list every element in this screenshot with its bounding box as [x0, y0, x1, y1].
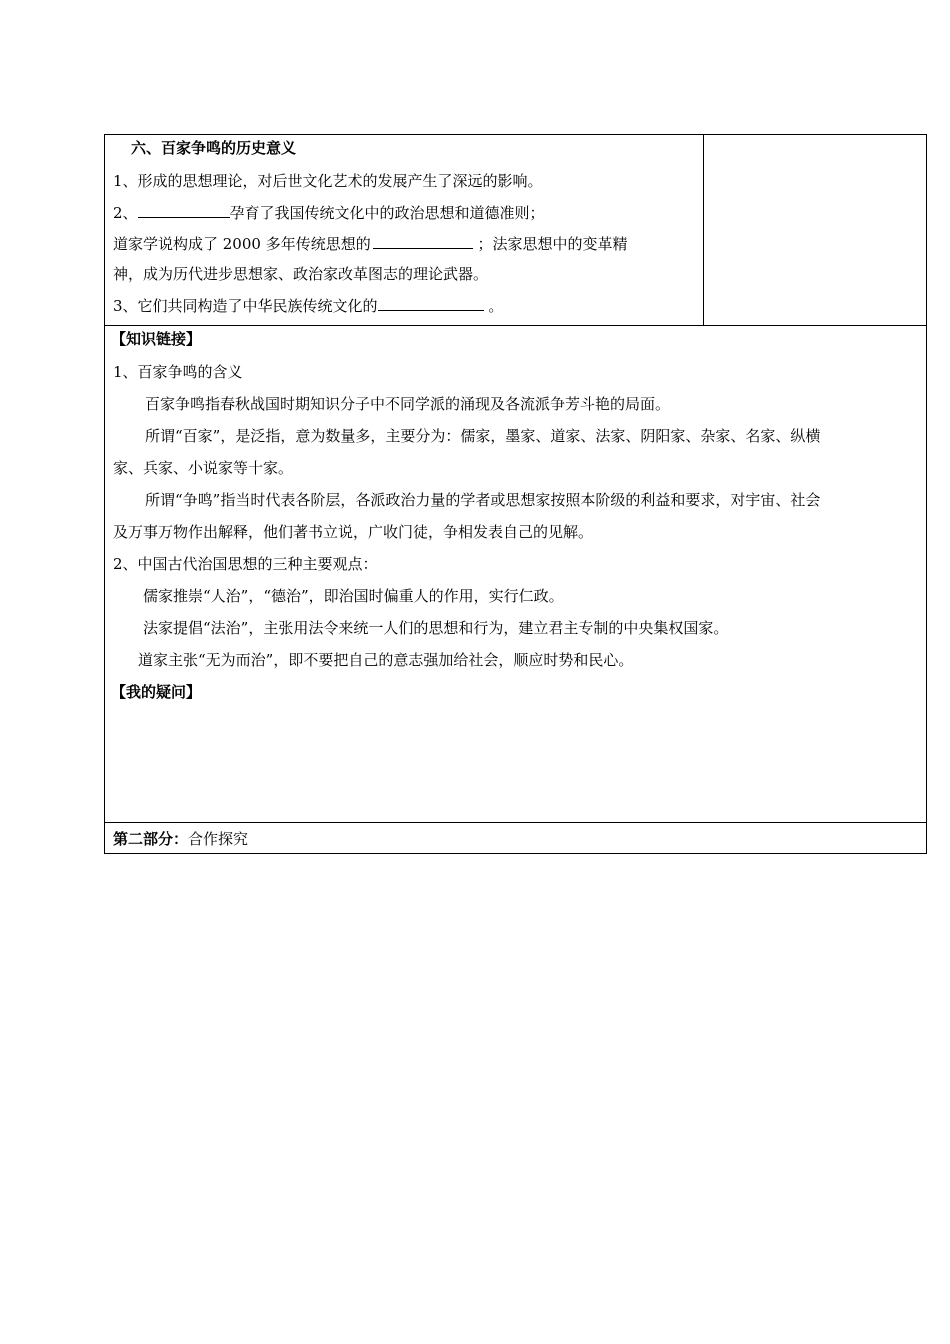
meaning-title: 1、百家争鸣的含义 [113, 363, 243, 381]
significance-item-2c [105, 258, 703, 289]
my-questions-heading: 【我的疑问】 [111, 683, 202, 701]
contend-line-1: 所谓“争鸣”指当时代表各阶层，各派政治力量的学者或思想家按照本阶级的利益和要求，对宇宙、社会 [145, 491, 821, 509]
item2c-text: 神，成为历代进步思想家、政治家改革图志的理论武器。 [113, 265, 489, 283]
item2b-suffix: ；法家思想中的变革精 [477, 235, 628, 253]
item3-prefix: 3、它们共同构造了中华民族传统文化的 [113, 297, 378, 315]
notes-cell[interactable] [703, 135, 926, 326]
hundred-schools-line-2: 家、兵家、小说家等十家。 [113, 459, 294, 477]
taoist-view: 道家主张“无为而治”，即不要把自己的意志强加给社会，顺应时势和民心。 [138, 651, 634, 669]
governance-title: 2、中国古代治国思想的三种主要观点： [113, 555, 378, 573]
item3-suffix: 。 [488, 297, 504, 315]
fill-blank-3[interactable] [378, 295, 484, 311]
meaning-text: 百家争鸣指春秋战国时期知识分子中不同学派的涌现及各流派争芳斗艳的局面。 [145, 395, 671, 413]
significance-item-2b [105, 227, 703, 258]
my-questions-area[interactable] [105, 708, 926, 818]
fill-blank-2[interactable] [373, 233, 473, 249]
knowledge-link-cell [105, 326, 927, 823]
contend-line-2: 及万事万物作出解释，他们著书立说，广收门徒，争相发表自己的见解。 [113, 523, 594, 541]
section-heading: 六、百家争鸣的历史意义 [131, 139, 297, 157]
item2-prefix: 2、 [113, 204, 138, 222]
item2b-prefix: 道家学说构成了 2000 多年传统思想的 [113, 235, 371, 253]
confucian-view: 儒家推崇“人治”，“德治”，即治国时偏重人的作用，实行仁政。 [143, 587, 564, 605]
knowledge-link-heading: 【知识链接】 [111, 330, 202, 348]
part-two-title: 合作探究 [188, 830, 249, 848]
part-two-cell [105, 823, 927, 854]
item1-text: 1、形成的思想理论，对后世文化艺术的发展产生了深远的影响。 [113, 172, 543, 190]
legalist-view: 法家提倡“法治”，主张用法令来统一人们的思想和行为，建立君主专制的中央集权国家。 [143, 619, 729, 637]
significance-cell [105, 135, 704, 326]
part-two-line [105, 823, 926, 853]
significance-item-3 [105, 289, 703, 320]
fill-blank-1[interactable] [138, 202, 230, 218]
hundred-schools-line-1: 所谓“百家”，是泛指，意为数量多，主要分为：儒家，墨家、道家、法家、阴阳家、杂家、名家、纵横 [145, 427, 821, 445]
significance-item-1 [105, 165, 703, 196]
item2-suffix: 孕育了我国传统文化中的政治思想和道德准则； [229, 204, 545, 222]
part-two-label: 第二部分： [113, 830, 189, 848]
significance-item-2 [105, 196, 703, 227]
worksheet-table [104, 134, 927, 854]
